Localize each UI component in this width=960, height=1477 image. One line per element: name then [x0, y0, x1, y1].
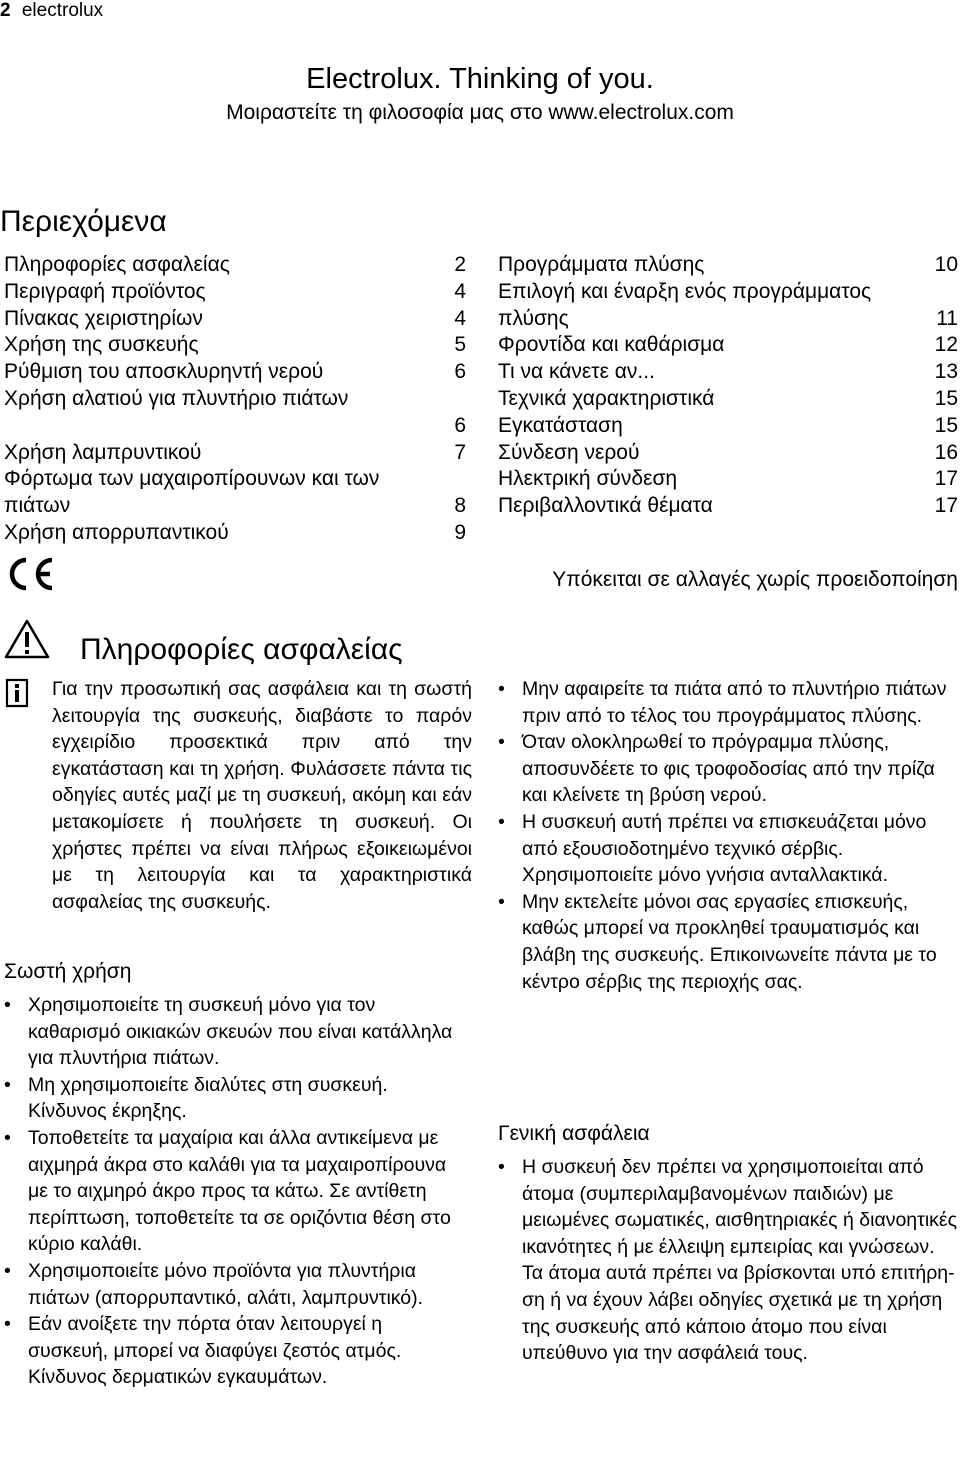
toc-entry	[4, 252, 466, 279]
toc-entry-label: Περιβαλλοντικά θέματα	[498, 494, 713, 518]
warning-triangle-icon	[4, 618, 50, 660]
toc-left-column	[4, 252, 466, 547]
bullet-item	[4, 992, 466, 1072]
toc-entry-label: Φόρτωμα των μαχαιροπίρουνων και των	[4, 467, 380, 491]
bullet-text: Η συσκευή δεν πρέπει να χρησιμοποιείται από άτομα (συμπεριλαμβανομένων παιδιών) με μειωμένες σωματικές, αισθητηριακές ή διανοητικές ικανότητες ή με έλλειψη εμπειρίας και γνώσεων. Τα άτομα αυτά πρέπει να βρίσκονται υπό επιτήρηση ή να έχουν λάβει οδηγίες σχετικά με τη χρήση της συσκευής από κάποιο άτομο που είναι υπεύθυνο για την ασφάλειά τους.	[522, 1156, 958, 1365]
toc-entry-page: 15	[934, 413, 958, 437]
toc-entry-page: 13	[934, 360, 958, 384]
bullet-icon: •	[498, 890, 505, 913]
bullet-item	[4, 1258, 466, 1311]
toc-entry	[4, 520, 466, 547]
toc-entry	[498, 440, 958, 467]
toc-entry-label: πιάτων	[4, 494, 71, 518]
toc-entry	[498, 306, 958, 333]
toc-entry-label: Εγκατάσταση	[498, 413, 623, 437]
toc-entry	[4, 279, 466, 306]
toc-entry-page: 8	[454, 494, 466, 518]
toc-right-column	[498, 252, 958, 520]
toc-entry	[4, 332, 466, 359]
toc-entry	[4, 440, 466, 467]
bullet-text: Η συσκευή αυτή πρέπει να επισκευάζεται μόνο από εξουσιοδοτημένο τεχνικό σέρβις. Χρησιμοποιείτε μόνο γνήσια ανταλλακτικά.	[522, 810, 927, 887]
safety-intro-text: Για την προσωπική σας ασφάλεια και τη σωστή λειτουργία της συσκευής, διαβάστε το παρόν εγχειρίδιο προσεκτικά πριν από την εγκατάσταση και τη χρήση. Φυλάσσετε πάντα τις οδηγίες αυτές μαζί με τη συσκευή, ακόμη και εάν μετακομίσετε ή πουλήσετε τη συσκευή. Οι χρήστες πρέπει να είναι πλήρως εξοικειωμένοι με τη λειτουργία και τα χαρακτηριστικά ασφαλείας της συσκευής.	[52, 678, 472, 913]
correct-use-heading: Σωστή χρήση	[4, 960, 132, 983]
tagline-subtitle: Μοιραστείτε τη φιλοσοφία μας στο www.electrolux.com	[226, 101, 734, 124]
bullet-item	[498, 729, 960, 809]
toc-entry	[4, 493, 466, 520]
toc-entry-page: 10	[934, 253, 958, 276]
bullet-text: Μην εκτελείτε μόνοι σας εργασίες επισκευής, καθώς μπορεί να προκληθεί τραυματισμός και βλάβη της συσκευής. Επικοινωνείτε πάντα με το κέντρο σέρβις της περιοχής σας.	[522, 890, 937, 993]
bullet-item	[4, 1072, 466, 1125]
toc-title: Περιεχόμενα	[0, 205, 167, 238]
toc-entry	[498, 359, 958, 386]
toc-entry-label: Επιλογή και έναρξη ενός προγράμματος	[498, 279, 872, 303]
toc-entry-label: Σύνδεση νερού	[498, 440, 640, 464]
ce-mark-icon	[4, 556, 56, 592]
section-title: Πληροφορίες ασφαλείας	[80, 633, 403, 666]
toc-entry	[498, 386, 958, 413]
toc-entry	[4, 413, 466, 440]
toc-entry-label: Προγράμματα πλύσης	[498, 253, 705, 276]
bullet-text: Όταν ολοκληρωθεί το πρόγραμμα πλύσης, αποσυνδέετε το φις τροφοδοσίας από την πρίζα και κλείνετε τη βρύση νερού.	[522, 731, 935, 807]
toc-entry-page: 2	[454, 253, 466, 276]
toc-entry	[498, 332, 958, 359]
toc-entry-page: 6	[454, 360, 466, 384]
toc-entry	[498, 252, 958, 279]
toc-entry	[498, 279, 958, 306]
tagline-title: Electrolux. Thinking of you.	[306, 63, 654, 95]
toc-entry-page: 12	[934, 333, 958, 357]
brand-name: electrolux	[21, 0, 104, 21]
general-safety-heading: Γενική ασφάλεια	[498, 1122, 650, 1145]
bullet-item	[498, 1154, 960, 1367]
toc-entry-page: 4	[454, 279, 466, 303]
correct-use-list	[4, 992, 466, 1391]
toc-entry	[4, 306, 466, 333]
toc-entry-label: πλύσης	[498, 306, 569, 330]
bullet-icon: •	[498, 1156, 505, 1178]
toc-entry-label: Χρήση λαμπρυντικού	[4, 440, 202, 464]
toc-entry-label: Τεχνικά χαρακτηριστικά	[498, 386, 715, 410]
general-safety-list	[498, 1154, 960, 1367]
toc-entry-page: 9	[454, 520, 466, 544]
toc-entry-label: Ηλεκτρική σύνδεση	[498, 467, 678, 491]
bullet-item	[498, 889, 960, 995]
bullet-icon: •	[498, 678, 505, 700]
bullet-text: Χρησιμοποιείτε μόνο προϊόντα για πλυντήρια πιάτων (απορρυπαντικό, αλάτι, λαμπρυντικό).	[28, 1259, 424, 1309]
page-number: 2	[0, 0, 11, 21]
toc-entry-page: 15	[934, 386, 958, 410]
toc-entry-page: 6	[454, 413, 466, 437]
toc-entry-page: 4	[454, 306, 466, 330]
bullet-icon: •	[4, 1259, 11, 1282]
toc-entry-page: 17	[934, 467, 958, 491]
bullet-text: Εάν ανοίξετε την πόρτα όταν λειτουργεί η συσκευή, μπορεί να διαφύγει ζεστός ατμός. Κίνδυνος δερματικών εγκαυμάτων.	[28, 1313, 402, 1389]
toc-entry	[4, 386, 466, 413]
bullet-icon: •	[4, 994, 11, 1016]
toc-entry-page: 16	[934, 440, 958, 464]
toc-entry-page: 5	[454, 333, 466, 357]
toc-entry	[498, 466, 958, 493]
toc-entry-label: Τι να κάνετε αν...	[498, 360, 655, 384]
info-icon	[5, 676, 29, 710]
toc-entry-label: Πίνακας χειριστηρίων	[4, 306, 203, 330]
toc-entry-label: Φροντίδα και καθάρισμα	[498, 333, 725, 357]
bullet-item	[498, 676, 960, 729]
safety-right-list	[498, 676, 960, 995]
bullet-icon: •	[498, 731, 505, 754]
bullet-item	[4, 1125, 466, 1258]
toc-entry-page: 17	[934, 494, 958, 518]
toc-entry	[4, 359, 466, 386]
bullet-text: Τοποθετείτε τα μαχαίρια και άλλα αντικείμενα με αιχμηρά άκρα στο καλάθι για τα μαχαιροπίρουνα με το αιχμηρό άκρο προς τα κάτω. Σε αντίθετη περίπτωση, τοποθετείτε τα σε οριζόντια θέση στο κύριο καλάθι.	[28, 1126, 451, 1256]
bullet-icon: •	[498, 810, 505, 833]
toc-entry-label: Περιγραφή προϊόντος	[4, 279, 206, 303]
toc-entry	[498, 413, 958, 440]
page-header	[0, 0, 103, 22]
toc-entry	[4, 466, 466, 493]
toc-entry-label: Πληροφορίες ασφαλείας	[4, 253, 230, 276]
toc-entry-page: 7	[454, 440, 466, 464]
change-notice: Υπόκειται σε αλλαγές χωρίς προειδοποίηση	[552, 568, 958, 591]
bullet-icon: •	[4, 1073, 11, 1096]
bullet-text: Χρησιμοποιείτε τη συσκευή μόνο για τον καθαρισμό οικιακών σκευών που είναι κατάλληλα για πλυντήρια πιάτων.	[28, 994, 453, 1070]
bullet-item	[498, 809, 960, 889]
toc-entry-label: Χρήση απορρυπαντικού	[4, 520, 229, 544]
toc-entry-label: Χρήση της συσκευής	[4, 333, 199, 357]
bullet-text: Μην αφαιρείτε τα πιάτα από το πλυντήριο πιάτων πριν από το τέλος του προγράμματος πλύσης.	[522, 678, 947, 727]
bullet-item	[4, 1311, 466, 1391]
bullet-icon: •	[4, 1313, 11, 1336]
toc-entry-page: 11	[936, 306, 958, 330]
toc-entry	[498, 493, 958, 520]
toc-entry-label: Ρύθμιση του αποσκλυρηντή νερού	[4, 360, 324, 384]
toc-entry-label: Χρήση αλατιού για πλυντήριο πιάτων	[4, 386, 349, 410]
bullet-icon: •	[4, 1126, 11, 1149]
bullet-text: Μη χρησιμοποιείτε διαλύτες στη συσκευή. Κίνδυνος έκρηξης.	[28, 1073, 388, 1123]
